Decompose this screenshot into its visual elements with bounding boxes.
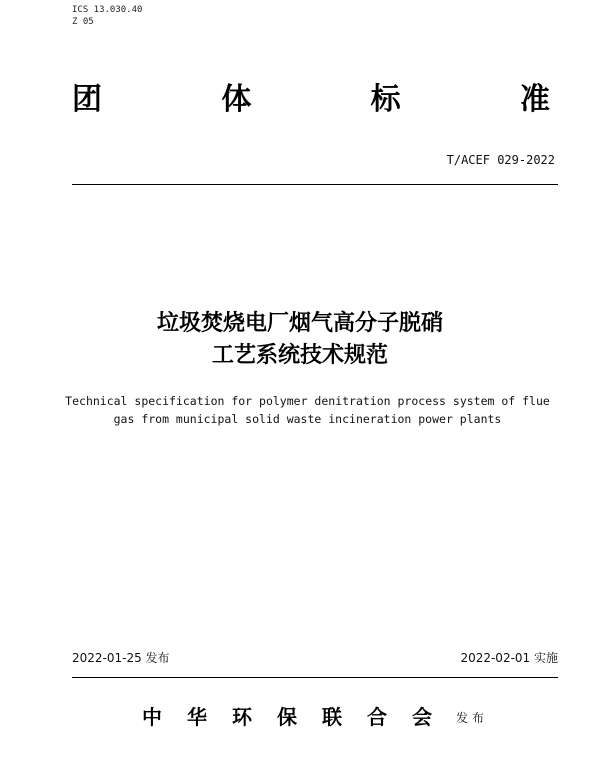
publisher-char: 环 — [232, 705, 252, 729]
english-title — [0, 392, 600, 428]
english-title-line-2: gas from municipal solid waste incineration power plants — [113, 412, 502, 426]
standard-code: T/ACEF 029-2022 — [446, 153, 555, 167]
bottom-divider — [72, 677, 558, 678]
implementation-date: 2022-02-01 实施 — [460, 651, 558, 665]
ics-code: ICS 13.030.40 — [72, 5, 143, 15]
publisher-char: 会 — [412, 705, 432, 729]
chinese-title-line-2: 工艺系统技术规范 — [211, 343, 388, 368]
publisher-char: 保 — [277, 705, 297, 729]
publisher-char: 合 — [367, 705, 387, 729]
issue-date: 2022-01-25 发布 — [72, 651, 170, 665]
publisher-char: 华 — [187, 705, 207, 729]
publisher-char: 联 — [322, 705, 342, 729]
top-divider — [72, 184, 558, 185]
standard-type-char: 标 — [370, 82, 401, 117]
publisher-char: 中 — [142, 705, 162, 729]
publish-label: 发布 — [456, 711, 489, 725]
publisher-name — [142, 702, 432, 732]
standard-type-char: 准 — [519, 82, 550, 117]
classification-codes — [72, 4, 142, 28]
english-title-line-1: Technical specification for polymer denitration process system of flue — [65, 394, 550, 408]
chinese-title-line-1: 垃圾焚烧电厂烟气高分子脱硝 — [156, 311, 443, 336]
ccs-code: Z 05 — [72, 17, 94, 27]
publisher-row — [0, 702, 600, 732]
standard-type-char: 体 — [221, 82, 252, 117]
chinese-title — [0, 308, 600, 372]
standard-type-char: 团 — [72, 82, 102, 117]
standard-type-heading — [72, 78, 550, 122]
